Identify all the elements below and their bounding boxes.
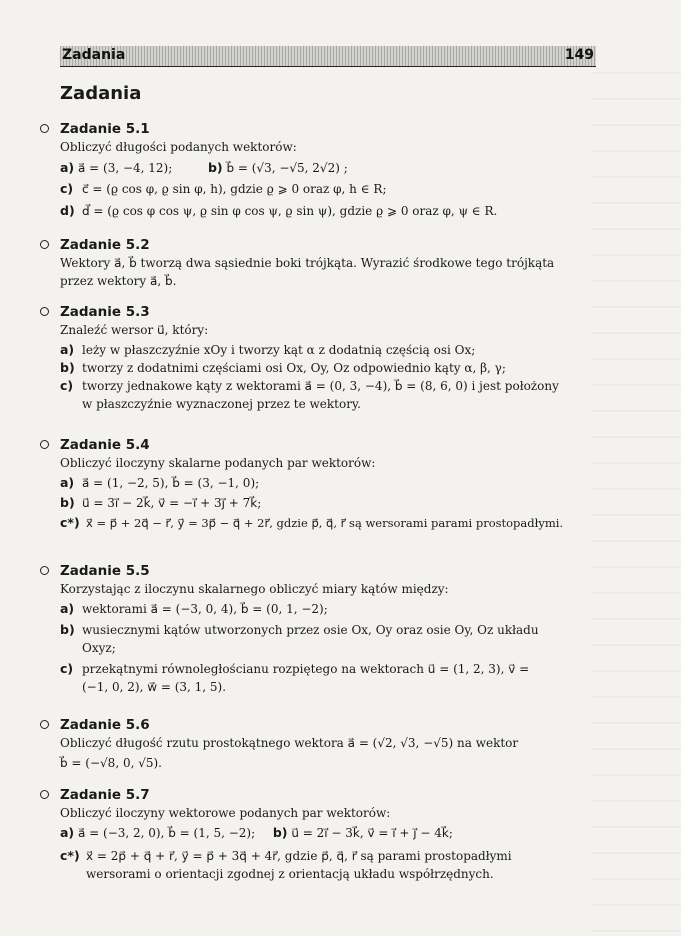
item-text: a⃗ = (3, −4, 12); xyxy=(77,161,173,175)
task-heading: Zadanie 5.4 xyxy=(60,437,150,453)
page-number: 149 xyxy=(564,47,594,63)
task-intro-line: przez wektory a⃗, b⃗. xyxy=(60,274,177,288)
task-item: d) d⃗ = (ϱ cos φ cos ψ, ϱ sin φ cos ψ, ϱ sin ψ), gdzie ϱ ⩾ 0 oraz φ, ψ ∈ R. xyxy=(60,203,498,218)
task-intro: Znaleźć wersor u⃗, który: xyxy=(60,323,209,337)
item-text: b⃗ = (√3, −√5, 2√2) ; xyxy=(226,161,348,175)
task-heading: Zadanie 5.2 xyxy=(60,237,150,253)
circle-bullet-icon xyxy=(40,124,49,133)
item-text: a⃗ = (−3, 2, 0), b⃗ = (1, 5, −2); xyxy=(77,826,256,840)
item-text: u⃗ = 2i⃗ − 3k⃗, v⃗ = i⃗ + j⃗ − 4k⃗; xyxy=(291,826,453,840)
task-item: b) u⃗ = 3i⃗ − 2k⃗, v⃗ = −i⃗ + 3j⃗ + 7k⃗; xyxy=(60,495,262,510)
task-5-6 xyxy=(60,717,620,772)
circle-bullet-icon xyxy=(40,566,49,575)
task-intro: Korzystając z iloczynu skalarnego obliczyć miary kątów między: xyxy=(60,582,449,596)
task-item: c) tworzy jednakowe kąty z wektorami a⃗ = (0, 3, −4), b⃗ = (8, 6, 0) i jest położony w płaszczyźnie wyznaczonej przez te wektory. xyxy=(60,378,559,411)
task-heading: Zadanie 5.7 xyxy=(60,787,150,803)
task-intro-line: Obliczyć długość rzutu prostokątnego wektora a⃗ = (√2, √3, −√5) na wektor xyxy=(60,736,519,750)
task-intro: Obliczyć iloczyny skalarne podanych par wektorów: xyxy=(60,456,376,470)
task-heading: Zadanie 5.3 xyxy=(60,304,150,320)
task-item: b) tworzy z dodatnimi częściami osi Ox, Oy, Oz odpowiednio kąty α, β, γ; xyxy=(60,360,506,375)
task-item: a) leży w płaszczyźnie xOy i tworzy kąt α z dodatnią częścią osi Ox; xyxy=(60,342,476,357)
page-title: Zadania xyxy=(60,83,142,104)
circle-bullet-icon xyxy=(40,307,49,316)
circle-bullet-icon xyxy=(40,720,49,729)
task-item: a) wektorami a⃗ = (−3, 0, 4), b⃗ = (0, 1, −2); xyxy=(60,601,328,616)
task-intro-line: b⃗ = (−√8, 0, √5). xyxy=(60,756,162,770)
task-item: c*) x⃗ = 2p⃗ + q⃗ + r⃗, y⃗ = p⃗ + 3q⃗ + 4r⃗, gdzie p⃗, q⃗, r⃗ są parami prostopadłymi wersorami o orientacji zgodnej z orientacją układu współrzędnych. xyxy=(60,848,512,881)
task-5-4 xyxy=(60,437,620,532)
task-heading: Zadanie 5.6 xyxy=(60,717,150,733)
task-heading: Zadanie 5.5 xyxy=(60,563,150,579)
circle-bullet-icon xyxy=(40,440,49,449)
task-5-2 xyxy=(60,237,620,290)
task-5-3 xyxy=(60,304,620,413)
task-5-5 xyxy=(60,563,620,696)
task-intro: Obliczyć iloczyny wektorowe podanych par wektorów: xyxy=(60,806,391,820)
running-header xyxy=(60,46,596,67)
task-5-1 xyxy=(60,121,620,220)
task-item: b) wusiecznymi kątów utworzonych przez osie Ox, Oy oraz osie Oy, Oz układu Oxyz; xyxy=(60,622,539,655)
task-heading: Zadanie 5.1 xyxy=(60,121,150,137)
circle-bullet-icon xyxy=(40,790,49,799)
task-items-row: a) a⃗ = (3, −4, 12); b) b⃗ = (√3, −√5, 2√2) ; xyxy=(60,160,348,175)
task-intro: Obliczyć długości podanych wektorów: xyxy=(60,140,297,154)
task-5-7 xyxy=(60,787,620,883)
circle-bullet-icon xyxy=(40,240,49,249)
task-item: c) przekątnymi równoległościanu rozpiętego na wektorach u⃗ = (1, 2, 3), v⃗ = (−1, 0, 2), w⃗ = (3, 1, 5). xyxy=(60,661,530,694)
task-item: a) a⃗ = (1, −2, 5), b⃗ = (3, −1, 0); xyxy=(60,475,260,490)
task-item: c) c⃗ = (ϱ cos φ, ϱ sin φ, h), gdzie ϱ ⩾ 0 oraz φ, h ∈ R; xyxy=(60,181,387,196)
header-section: Zadania xyxy=(62,47,126,63)
task-items-row: a) a⃗ = (−3, 2, 0), b⃗ = (1, 5, −2); b) u⃗ = 2i⃗ − 3k⃗, v⃗ = i⃗ + j⃗ − 4k⃗; xyxy=(60,825,453,840)
task-item: c*) x⃗ = p⃗ + 2q⃗ − r⃗, y⃗ = 3p⃗ − q⃗ + 2r⃗, gdzie p⃗, q⃗, r⃗ są wersorami parami prostopadłymi. xyxy=(60,515,564,530)
task-intro-line: Wektory a⃗, b⃗ tworzą dwa sąsiednie boki trójkąta. Wyrazić środkowe tego trójkąta xyxy=(60,256,555,270)
